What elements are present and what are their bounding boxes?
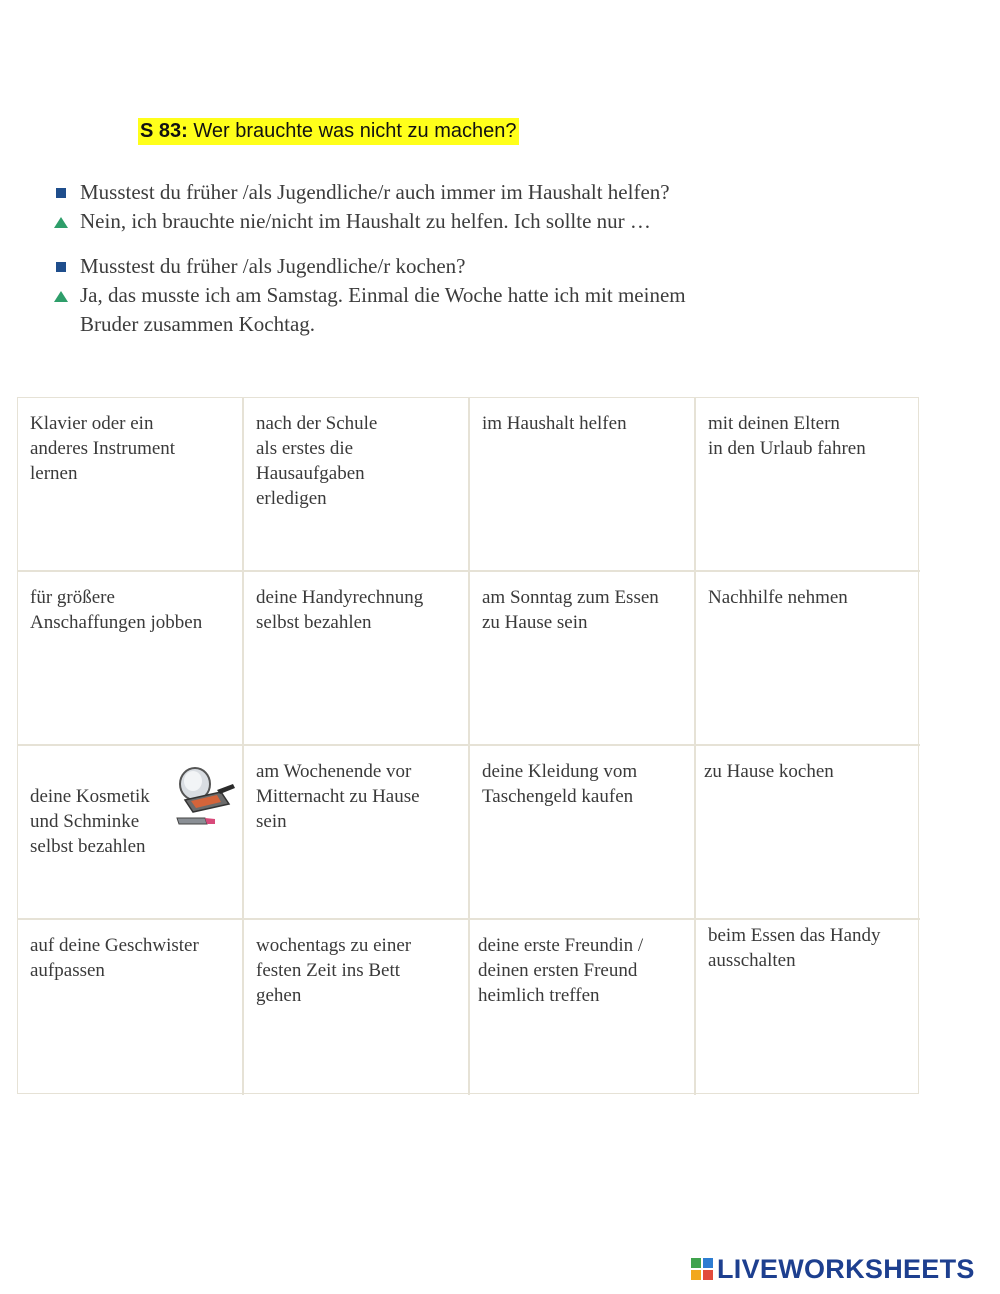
logo-text: LIVEWORKSHEETS — [717, 1254, 975, 1284]
dialog-question-2 — [54, 252, 854, 281]
dialog-block-1 — [54, 178, 854, 236]
grid-cell[interactable]: nach der Schule als erstes die Hausaufgaben erledigen — [244, 398, 470, 572]
activity-grid — [17, 397, 919, 1094]
square-bullet-icon — [56, 262, 66, 272]
grid-cell-cosmetics[interactable] — [18, 746, 244, 920]
grid-cell[interactable]: am Sonntag zum Essen zu Hause sein — [470, 572, 696, 746]
dialog-answer-1 — [54, 207, 854, 236]
grid-cell[interactable]: für größere Anschaffungen jobben — [18, 572, 244, 746]
grid-cell[interactable]: am Wochenende vor Mitternacht zu Hause sein — [244, 746, 470, 920]
dialog-answer-2-text-line-1: Ja, das musste ich am Samstag. Einmal die Woche hatte ich mit meinem — [80, 283, 686, 307]
triangle-bullet-icon — [54, 217, 68, 228]
grid-cell[interactable]: Klavier oder ein anderes Instrument lernen — [18, 398, 244, 572]
liveworksheets-logo — [691, 1254, 975, 1284]
grid-cell[interactable]: im Haushalt helfen — [470, 398, 696, 572]
dialog-block-2 — [54, 252, 854, 339]
grid-cell[interactable]: auf deine Geschwister aufpassen — [18, 920, 244, 1095]
grid-cell[interactable]: deine erste Freundin / deinen ersten Freund heimlich treffen — [470, 920, 696, 1095]
dialog-answer-2-continued — [54, 310, 854, 339]
grid-cell-text: deine Kosmetik und Schminke selbst bezahlen — [30, 786, 150, 857]
exercise-title — [138, 118, 519, 145]
grid-cell[interactable]: mit deinen Eltern in den Urlaub fahren — [696, 398, 920, 572]
exercise-number: S 83: — [140, 120, 188, 142]
dialog-answer-1-text: Nein, ich brauchte nie/nicht im Haushalt zu helfen. Ich sollte nur … — [80, 209, 651, 233]
grid-cell[interactable]: deine Kleidung vom Taschengeld kaufen — [470, 746, 696, 920]
dialog-answer-2 — [54, 281, 854, 310]
exercise-title-text: Wer brauchte was nicht zu machen? — [187, 120, 517, 142]
dialog-answer-2-text-line-2: Bruder zusammen Kochtag. — [80, 312, 316, 336]
grid-cell[interactable]: Nachhilfe nehmen — [696, 572, 920, 746]
triangle-bullet-icon — [54, 291, 68, 302]
dialog-question-1 — [54, 178, 854, 207]
square-bullet-icon — [56, 188, 66, 198]
dialog-question-2-text: Musstest du früher /als Jugendliche/r kochen? — [80, 254, 466, 278]
dialog-question-1-text: Musstest du früher /als Jugendliche/r auch immer im Haushalt helfen? — [80, 180, 670, 204]
grid-cell[interactable]: beim Essen das Handy ausschalten — [708, 925, 881, 971]
grid-cell[interactable]: wochentags zu einer festen Zeit ins Bett gehen — [244, 920, 470, 1095]
grid-cell[interactable]: deine Handyrechnung selbst bezahlen — [244, 572, 470, 746]
makeup-mirror-icon — [171, 760, 237, 832]
grid-cell[interactable]: zu Hause kochen — [696, 746, 920, 920]
liveworksheets-logo-icon — [691, 1258, 713, 1280]
